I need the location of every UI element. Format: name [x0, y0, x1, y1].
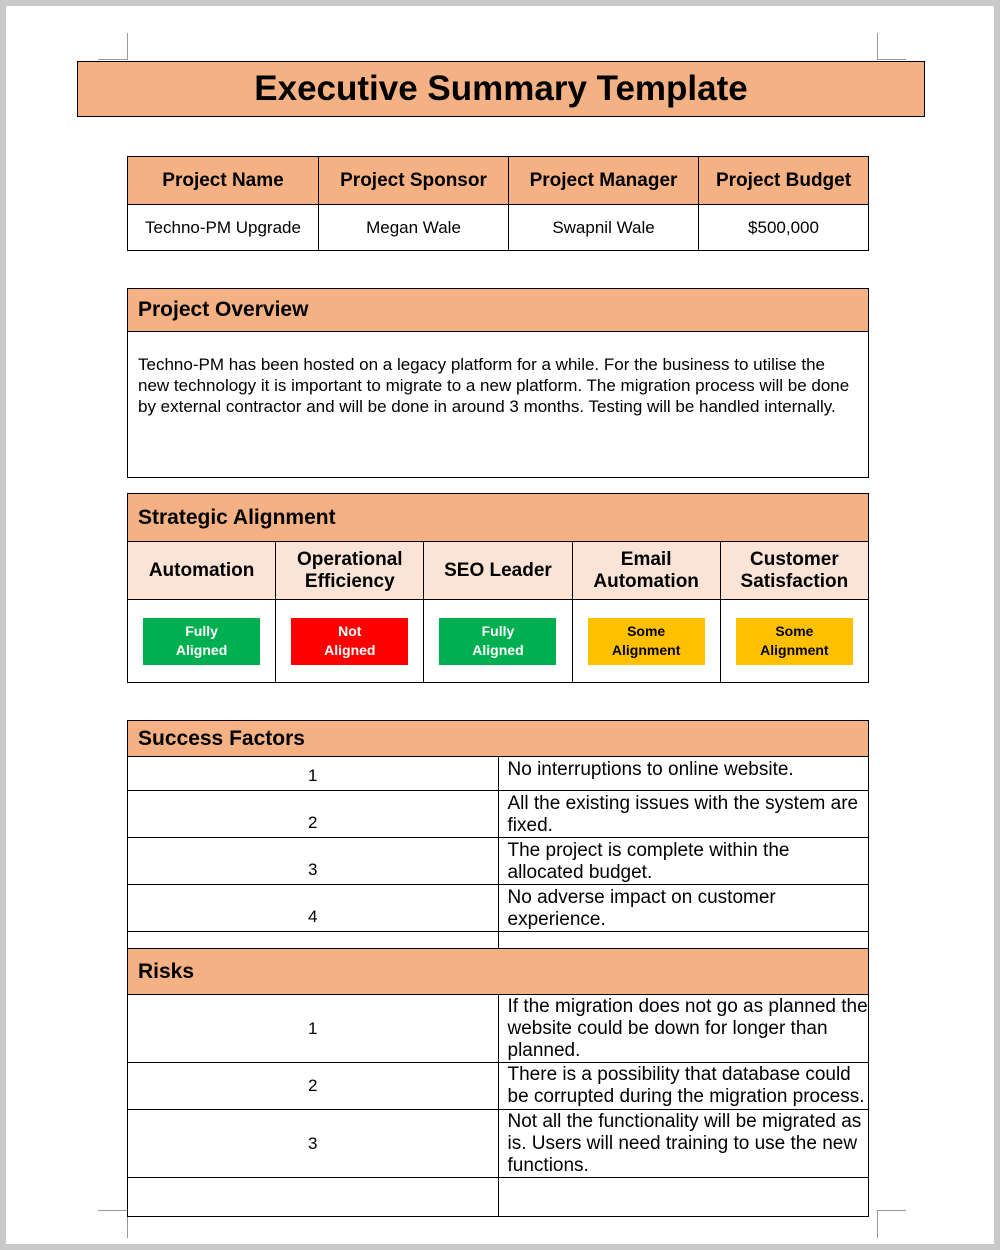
risks-section	[127, 948, 869, 1217]
row-text: All the existing issues with the system are fixed.	[498, 791, 869, 838]
crop-mark	[877, 1210, 878, 1238]
table-row	[128, 757, 869, 791]
header-project-budget: Project Budget	[699, 157, 869, 205]
success-factors-section	[127, 720, 869, 966]
status-badge: Fully Aligned	[143, 618, 260, 665]
strategic-col-customer-satisfaction: Customer Satisfaction	[720, 542, 868, 600]
row-number: 4	[128, 885, 499, 932]
row-number-empty	[128, 1178, 499, 1217]
row-number: 1	[128, 757, 499, 791]
header-project-name: Project Name	[128, 157, 319, 205]
strategic-alignment-section	[127, 493, 869, 683]
page-title: Executive Summary Template	[77, 61, 925, 117]
status-cell	[424, 600, 572, 683]
row-text: The project is complete within the allocated budget.	[498, 838, 869, 885]
row-number: 1	[128, 995, 499, 1063]
status-cell	[720, 600, 868, 683]
crop-mark	[98, 1210, 127, 1211]
status-badge: Fully Aligned	[439, 618, 556, 665]
row-number: 3	[128, 838, 499, 885]
status-cell	[276, 600, 424, 683]
status-badge: Some Alignment	[736, 618, 853, 665]
crop-mark	[877, 33, 878, 60]
value-project-name: Techno-PM Upgrade	[128, 205, 319, 251]
status-cell	[128, 600, 276, 683]
row-text: No interruptions to online website.	[498, 757, 869, 791]
table-row	[128, 1063, 869, 1110]
project-info-header-row	[128, 157, 869, 205]
row-number: 3	[128, 1110, 499, 1178]
table-row	[128, 791, 869, 838]
strategic-col-email-automation: Email Automation	[572, 542, 720, 600]
value-project-sponsor: Megan Wale	[319, 205, 509, 251]
status-cell	[572, 600, 720, 683]
crop-mark	[877, 59, 906, 60]
project-info-table	[127, 156, 869, 251]
status-badge: Not Aligned	[291, 618, 408, 665]
project-overview-section	[127, 288, 869, 478]
row-number: 2	[128, 791, 499, 838]
header-project-sponsor: Project Sponsor	[319, 157, 509, 205]
header-project-manager: Project Manager	[509, 157, 699, 205]
table-row	[128, 995, 869, 1063]
risks-heading: Risks	[128, 949, 869, 995]
status-badge: Some Alignment	[588, 618, 705, 665]
row-text: There is a possibility that database could be corrupted during the migration process.	[498, 1063, 869, 1110]
value-project-budget: $500,000	[699, 205, 869, 251]
crop-mark	[877, 1210, 906, 1211]
table-row	[128, 885, 869, 932]
row-text: No adverse impact on customer experience.	[498, 885, 869, 932]
empty-row	[128, 1178, 869, 1217]
overview-text: Techno-PM has been hosted on a legacy platform for a while. For the business to utilise the new technology it is important to migrate to a new platform. The migration process will be done by external contractor and will be done in around 3 months. Testing will be handled internally.	[128, 332, 869, 478]
strategic-status-row	[128, 600, 869, 683]
strategic-col-operational-efficiency: Operational Efficiency	[276, 542, 424, 600]
crop-mark	[98, 59, 127, 60]
overview-heading: Project Overview	[128, 289, 869, 332]
strategic-col-seo-leader: SEO Leader	[424, 542, 572, 600]
success-heading: Success Factors	[128, 721, 869, 757]
table-row	[128, 1110, 869, 1178]
value-project-manager: Swapnil Wale	[509, 205, 699, 251]
crop-mark	[127, 33, 128, 60]
strategic-heading: Strategic Alignment	[128, 494, 869, 542]
row-text: If the migration does not go as planned the website could be down for longer than planned.	[498, 995, 869, 1063]
table-row	[128, 838, 869, 885]
strategic-col-automation: Automation	[128, 542, 276, 600]
row-text: Not all the functionality will be migrated as is. Users will need training to use the new functions.	[498, 1110, 869, 1178]
strategic-column-row	[128, 542, 869, 600]
row-text-empty	[498, 1178, 869, 1217]
project-info-value-row	[128, 205, 869, 251]
row-number: 2	[128, 1063, 499, 1110]
